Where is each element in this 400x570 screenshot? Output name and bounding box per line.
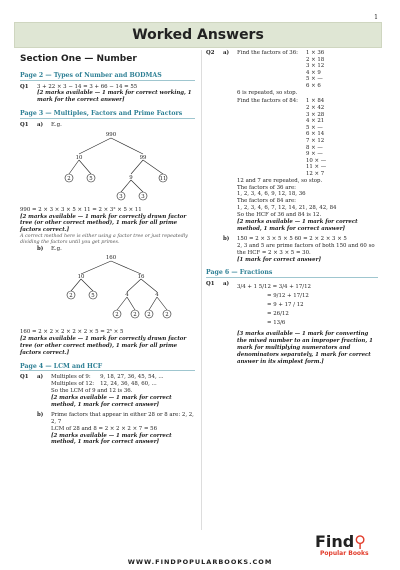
q-number: Q1: [20, 83, 29, 90]
fraction-step: = 13/6: [267, 319, 286, 326]
q2a: [206, 50, 378, 233]
row-label: Multiples of 9:: [51, 374, 91, 381]
working-line: LCM of 28 and 8 = 2 × 2 × 2 × 7 = 56: [51, 425, 158, 432]
tree-node: 2: [67, 175, 71, 182]
left-column: [20, 50, 195, 449]
factor-pair: 2 × 18: [305, 56, 325, 63]
factors-36-list: [306, 50, 324, 90]
logo-text: Find: [315, 532, 355, 551]
factor-pair: 3 × 28: [305, 111, 325, 118]
page3-b-line: 160 = 2 × 2 × 2 × 2 × 2 × 5 = 2⁵ × 5: [20, 329, 124, 336]
tree-node: 9: [129, 174, 133, 181]
factor-pair: 6 × 14: [305, 131, 325, 138]
findpopularbooks-logo: [315, 532, 366, 551]
page3-heading: Page 3 — Multiples, Factors and Prime Factors: [20, 110, 195, 119]
row-values: 12, 24, 36, 48, 60, ...: [100, 381, 157, 388]
page6-q1: [206, 281, 378, 366]
factor-list: 1, 2, 3, 4, 6, 9, 12, 18, 36: [237, 191, 306, 198]
tree-node: 160: [105, 255, 117, 262]
q-number: Q1: [20, 121, 29, 128]
q-number: Q1: [206, 280, 215, 287]
factor-tree-160: [51, 254, 201, 324]
fraction-step: = 9/12 + 17/12: [267, 292, 309, 299]
stop-note: 12 and 7 are repeated, so stop.: [237, 177, 323, 184]
part-label: b): [37, 411, 44, 418]
factor-pair: 11 × —: [305, 164, 327, 171]
working-line: 3 + 22 × 3 − 14 = 3 + 66 − 14 = 55: [37, 83, 138, 90]
factor-pair: 12 × 7: [305, 171, 325, 177]
row-values: 9, 18, 27, 36, 45, 54, ...: [100, 374, 164, 381]
marks-note: [1 mark for correct answer]: [237, 256, 322, 263]
lcm-line: So the LCM of 9 and 12 is 36.: [51, 388, 133, 395]
hcf-line: So the HCF of 36 and 84 is 12.: [237, 212, 322, 219]
marks-note: [2 marks available — 1 mark for correct method, 1 mark for correct answer]: [51, 395, 172, 408]
tree-node: 16: [137, 274, 145, 281]
marks-note: [2 marks available — 1 mark for correct method, 1 mark for correct answer]: [51, 432, 172, 446]
factor-pair: 2 × 42: [305, 105, 325, 112]
eg-label: E.g.: [51, 246, 62, 253]
footer-url[interactable]: WWW.FINDPOPULARBOOKS.COM: [127, 558, 273, 566]
page4-q1b: [20, 412, 195, 447]
page3-a-line: 990 = 2 × 3 × 3 × 5 × 11 = 2 × 3² × 5 × 11: [20, 206, 142, 213]
page4-heading: Page 4 — LCM and HCF: [20, 363, 195, 372]
part-label: a): [37, 374, 44, 381]
factor-pair: 4 × 21: [305, 118, 325, 125]
page6-heading: Page 6 — Fractions: [206, 269, 378, 278]
factors-84-list: [306, 98, 326, 177]
tree-node: 2: [133, 312, 137, 319]
part-label: b): [37, 246, 44, 253]
logo-subtitle: Popular Books: [320, 550, 369, 557]
working-line: 150 = 2 × 3 × 5 × 5 60 = 2 × 2 × 3 × 5: [237, 235, 347, 242]
page3-q1: [20, 122, 195, 204]
factor-pair: 5 × —: [305, 76, 323, 83]
marks-note: [2 marks available — 1 mark for correct method, 1 mark for correct answer]: [237, 219, 358, 232]
magnifier-icon: ⚲: [354, 532, 366, 551]
marks-note: [2 marks available — 1 mark for correctly drawn factor tree (or other correct method), 1 mark for all prime factors correct.]: [20, 336, 187, 356]
tree-node: 3: [141, 193, 145, 200]
stop-note: 6 is repeated, so stop.: [237, 89, 298, 96]
tree-node: 2: [165, 312, 169, 319]
list-title: The factors of 84 are:: [237, 198, 296, 205]
factor-tree-990: [51, 130, 201, 202]
page2-q1: [20, 84, 195, 105]
tree-node: 10: [75, 154, 83, 161]
header-banner: [14, 22, 382, 48]
factor-pair: 9 × —: [305, 151, 323, 158]
section-title: Section One — Number: [20, 54, 137, 64]
page4-q1a: [20, 374, 195, 409]
fraction-step: = 26/12: [267, 310, 289, 317]
marks-note: [3 marks available — 1 mark for converting the mixed number to an improper fraction, 1 mark for multiplying numerators and denominators separately, 1 mark for correct answer in its simplest form.]: [237, 330, 373, 365]
method-note: A correct method here is either using a factor tree or just repeatedly dividing the factors until you get primes.: [20, 234, 188, 246]
tree-node: 2: [147, 312, 151, 319]
fraction-step: 3/4 + 1 5/12 = 3/4 + 17/12: [237, 283, 311, 290]
page-number: 1: [374, 14, 378, 21]
header-title: Worked Answers: [132, 27, 264, 43]
factor-pair: 4 × 9: [305, 69, 321, 76]
right-column: [206, 50, 378, 369]
factor-pair: 7 × 12: [305, 138, 325, 145]
page3-q1b: [20, 246, 195, 326]
tree-node: 10: [77, 274, 85, 281]
list-title: The factors of 36 are:: [237, 184, 296, 191]
q2b: [206, 236, 378, 264]
working-line: Prime factors that appear in either 28 or 8 are: 2, 2, 2, 7: [51, 411, 194, 425]
tree-node: 990: [105, 131, 117, 138]
q-number: Q2: [206, 50, 215, 56]
tree-node: 4: [125, 292, 129, 299]
factor-pair: 3 × 12: [305, 63, 325, 70]
working-line: 2, 3 and 5 are prime factors of both 150 and 60 so the HCF = 2 × 3 × 5 = 30.: [237, 242, 375, 256]
marks-note: [2 marks available — 1 mark for correct working, 1 mark for the correct answer]: [37, 90, 192, 104]
tree-node: 5: [89, 175, 93, 182]
tree-node: 3: [119, 193, 123, 200]
marks-note: [2 marks available — 1 mark for correctly drawn factor tree (or other correct method), 1 mark for all prime factors correct.]: [20, 213, 187, 234]
factor-pair: 10 × —: [305, 157, 327, 164]
tree-node: 2: [115, 312, 119, 319]
factor-pair: 8 × —: [305, 144, 323, 151]
part-label: b): [223, 235, 230, 242]
fraction-step: = 9 + 17 / 12: [267, 301, 304, 308]
row-label: Multiples of 12:: [51, 381, 95, 388]
factor-pair: 1 × 36: [305, 50, 325, 56]
factor-pair: 1 × 84: [305, 98, 325, 105]
factor-list: 1, 2, 3, 4, 6, 7, 12, 14, 21, 28, 42, 84: [237, 205, 337, 212]
factor-pair: 6 × 6: [305, 82, 321, 89]
page2-heading: Page 2 — Types of Number and BODMAS: [20, 72, 195, 81]
part-label: a): [37, 121, 44, 128]
part-label: a): [223, 50, 230, 56]
multiples-table: [51, 374, 195, 388]
factor-pair: 5 × —: [305, 124, 323, 131]
q-number: Q1: [20, 374, 29, 381]
tree-node: 5: [91, 293, 95, 300]
tree-node: 99: [139, 154, 147, 161]
tree-node: 11: [159, 175, 167, 182]
factors-84-title: Find the factors of 84:: [237, 98, 298, 105]
part-label: a): [223, 280, 230, 287]
eg-label: E.g.: [51, 121, 62, 128]
factors-36-title: Find the factors of 36:: [237, 50, 298, 56]
tree-node: 2: [69, 293, 73, 300]
tree-node: 4: [155, 292, 159, 299]
